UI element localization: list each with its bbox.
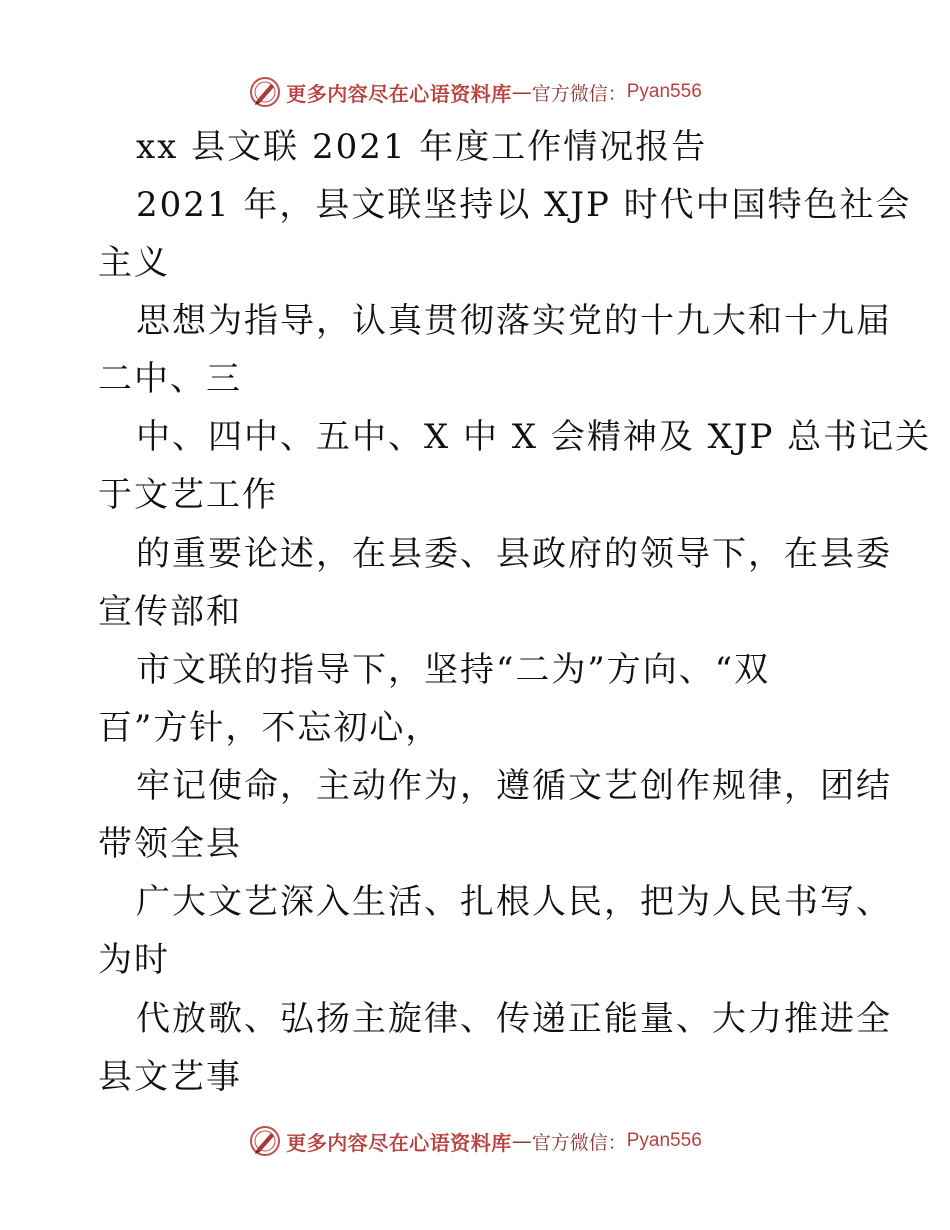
text-line: 中、四中、五中、X 中 X 会精神及 XJP 总书记关 [136, 417, 932, 457]
text-line: 思想为指导，认真贯彻落实党的十九大和十九届 [136, 301, 892, 341]
pen-logo-icon [248, 1124, 282, 1158]
document-title: xx 县文联 2021 年度工作情况报告 [136, 127, 708, 167]
watermark-dash: — [511, 1129, 532, 1153]
watermark-wechat-label: 官方微信： [531, 1131, 627, 1154]
text-line: 二中、三 [98, 359, 242, 399]
watermark-header [0, 72, 950, 112]
text-line: 县文艺事 [98, 1057, 242, 1097]
text-line: 百”方针，不忘初心， [98, 708, 442, 748]
watermark-dash: — [511, 80, 532, 104]
text-line: 的重要论述，在县委、县政府的领导下，在县委 [136, 534, 892, 574]
text-line: 带领全县 [98, 824, 242, 864]
watermark-wechat-label: 官方微信： [531, 82, 627, 105]
watermark-wechat-id: Pyan556 [626, 1130, 702, 1151]
text-line: 广大文艺深入生活、扎根人民，把为人民书写、 [136, 882, 892, 922]
text-line: 牢记使命，主动作为，遵循文艺创作规律，团结 [136, 766, 892, 806]
text-line: 宣传部和 [98, 592, 242, 632]
text-line: 为时 [98, 940, 170, 980]
text-line: 主义 [98, 243, 170, 283]
text-line: 市文联的指导下，坚持“二为”方向、“双 [136, 650, 771, 690]
text-line: 于文艺工作 [98, 475, 278, 515]
watermark-wechat-id: Pyan556 [626, 81, 702, 102]
text-line: 2021 年，县文联坚持以 XJP 时代中国特色社会 [136, 185, 912, 225]
watermark-footer [0, 1121, 950, 1161]
pen-logo-icon [248, 75, 282, 109]
text-line: 代放歌、弘扬主旋律、传递正能量、大力推进全 [136, 999, 892, 1039]
watermark-text: 更多内容尽在心语资料库 [286, 1130, 512, 1155]
watermark-text: 更多内容尽在心语资料库 [286, 81, 512, 106]
